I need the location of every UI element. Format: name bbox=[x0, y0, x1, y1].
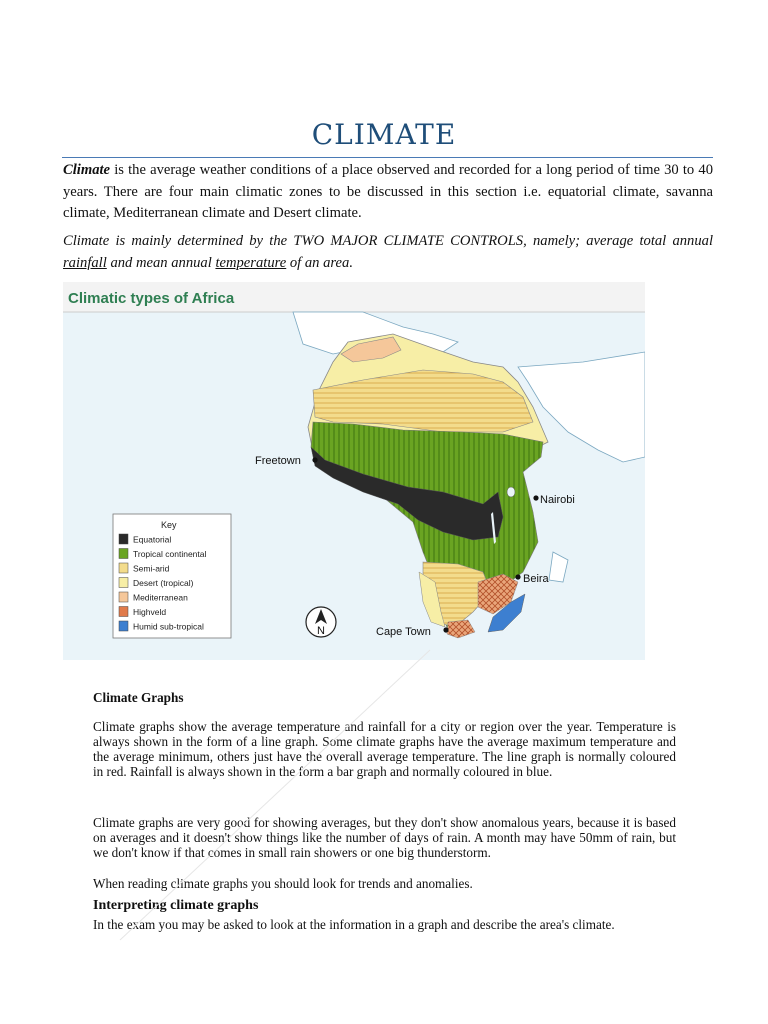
key-label: Tropical continental bbox=[133, 549, 207, 559]
key-swatch bbox=[119, 563, 128, 573]
controls-paragraph bbox=[63, 231, 713, 274]
climate-graphs-paragraph-1: Climate graphs show the average temperature and rainfall for a city or region over the year. Temperature is always shown in the form of a line graph. Some climate graphs have the average maximum temperature and the average minimum, others just have the overall average temperature. The line graph is normally coloured in red. Rainfall is always shown in the form a bar graph and normally coloured in blue. bbox=[93, 719, 676, 779]
temperature-term: temperature bbox=[215, 254, 287, 271]
key-label: Highveld bbox=[133, 607, 167, 617]
cape-town-marker bbox=[443, 627, 448, 632]
nairobi-marker bbox=[533, 495, 538, 500]
key-label: Mediterranean bbox=[133, 592, 188, 603]
key-swatch bbox=[119, 534, 128, 544]
title-rule bbox=[62, 157, 713, 158]
key-label: Humid sub-tropical bbox=[133, 621, 204, 632]
cape-town-label: Cape Town bbox=[376, 626, 431, 638]
climate-graphs-paragraph-3: When reading climate graphs you should look for trends and anomalies. bbox=[93, 876, 473, 891]
map-key bbox=[113, 514, 231, 638]
key-swatch bbox=[119, 578, 128, 588]
interpreting-text: In the exam you may be asked to look at the information in a graph and describe the area's climate. bbox=[93, 917, 615, 932]
key-swatch bbox=[119, 621, 128, 631]
scan-artifact-lines bbox=[100, 640, 440, 960]
climate-graphs-paragraph-2: Climate graphs are very good for showing averages, but they don't show anomalous years, because it is based on averages and it doesn't show things like the number of days of rain. A month may have 50mm of rain, but we don't know if that comes in small rain showers or one big thunderstorm. bbox=[93, 815, 676, 860]
compass-icon bbox=[306, 607, 336, 637]
key-label: Desert (tropical) bbox=[133, 578, 194, 588]
rainfall-term: rainfall bbox=[63, 254, 107, 271]
key-swatch bbox=[119, 549, 128, 559]
lake-victoria bbox=[507, 487, 515, 497]
intro-paragraph bbox=[63, 160, 713, 225]
freetown-label: Freetown bbox=[255, 455, 301, 467]
controls-text-1: Climate is mainly determined by the TWO MAJOR CLIMATE CONTROLS, namely; average total annual bbox=[63, 233, 713, 249]
key-label: Semi-arid bbox=[133, 563, 170, 574]
key-swatch bbox=[119, 592, 128, 602]
beira-label: Beira bbox=[523, 573, 549, 585]
map-title: Climatic types of Africa bbox=[68, 290, 235, 307]
freetown-marker bbox=[312, 457, 317, 462]
climate-graphs-heading: Climate Graphs bbox=[93, 690, 184, 705]
key-label: Equatorial bbox=[133, 534, 172, 545]
page-title: CLIMATE bbox=[311, 118, 457, 151]
key-title: Key bbox=[161, 520, 177, 530]
controls-text-2: and mean annual bbox=[106, 254, 216, 271]
climate-term: Climate bbox=[63, 162, 111, 178]
intro-text: is the average weather conditions of a place observed and recorded for a long period of time 30 to 40 years. There are four main climatic zones to be discussed in this section i.e. equatorial climate, savanna climate, Mediterranean climate and Desert climate. bbox=[63, 162, 713, 221]
controls-text-3: of an area. bbox=[286, 254, 353, 271]
beira-marker bbox=[515, 574, 520, 579]
compass-north-label: N bbox=[317, 625, 325, 637]
nairobi-label: Nairobi bbox=[540, 494, 575, 506]
africa-climate-map bbox=[63, 282, 645, 660]
key-swatch bbox=[119, 607, 128, 617]
interpreting-heading: Interpreting climate graphs bbox=[93, 898, 259, 913]
